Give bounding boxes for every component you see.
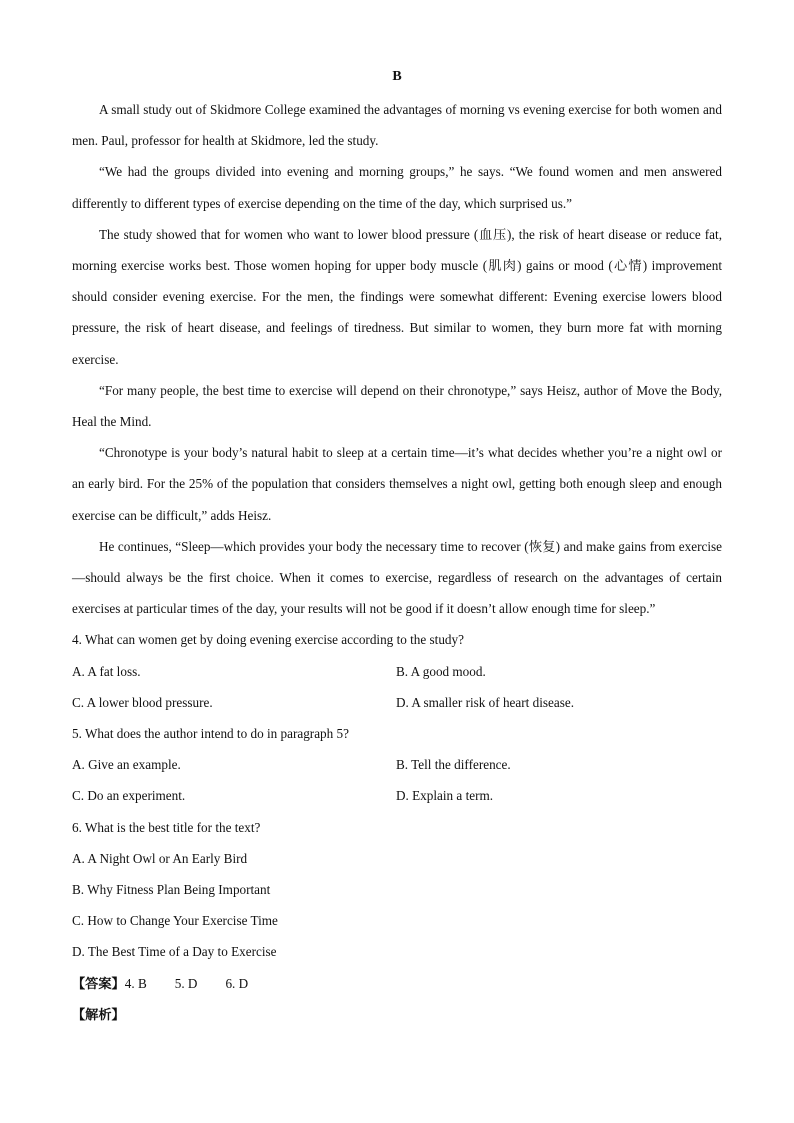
- question-5: [72, 718, 722, 812]
- paragraph-5: “Chronotype is your body’s natural habit to sleep at a certain time—it’s what decides whether you’re a night owl or an early bird. For the 25% of the population that considers themselves a night owl, getting both enough sleep and enough exercise can be difficult,” adds Heisz.: [72, 445, 722, 523]
- option-a: A. Give an example.: [72, 757, 181, 773]
- option-d: D. A smaller risk of heart disease.: [396, 694, 574, 710]
- option-c: C. How to Change Your Exercise Time: [72, 913, 278, 929]
- option-c: C. Do an experiment.: [72, 788, 186, 804]
- option-a: A. A Night Owl or An Early Bird: [72, 850, 248, 866]
- question-stem: 4. What can women get by doing evening exercise according to the study?: [72, 632, 464, 648]
- option-b: B. A good mood.: [396, 663, 486, 679]
- paragraph-3: The study showed that for women who want to lower blood pressure (血压), the risk of heart disease or reduce fat, morning exercise works best. Those women hoping for upper body muscle (肌肉) gains or mood (心情) improvement should consider evening exercise. For the men, the findings were somewhat different: Evening exercise lowers blood pressure, the risk of heart disease, and feelings of tiredness. But similar to women, they burn more fat with morning exercise.: [72, 226, 722, 367]
- option-d: D. Explain a term.: [396, 788, 494, 804]
- answer-line: [72, 968, 722, 999]
- paragraph-2: “We had the groups divided into evening and morning groups,” he says. “We found women and men answered differently to different types of exercise depending on the time of the day, which surprised us.”: [72, 164, 722, 211]
- paragraph-4: “For many people, the best time to exercise will depend on their chronotype,” says Heisz, author of Move the Body, Heal the Mind.: [72, 382, 722, 430]
- question-stem: 6. What is the best title for the text?: [72, 819, 261, 835]
- option-a: A. A fat loss.: [72, 663, 141, 679]
- option-c: C. A lower blood pressure.: [72, 694, 213, 710]
- option-b: B. Why Fitness Plan Being Important: [72, 881, 271, 897]
- option-d: D. The Best Time of a Day to Exercise: [72, 944, 277, 960]
- analysis-tag: 【解析】: [72, 1006, 125, 1022]
- paragraph-1: A small study out of Skidmore College examined the advantages of morning vs evening exercise for both women and men. Paul, professor for health at Skidmore, led the study.: [72, 102, 722, 149]
- paragraph-6: He continues, “Sleep—which provides your body the necessary time to recover (恢复) and make gains from exercise—should always be the first choice. When it comes to exercise, regardless of research on the advantages of certain exercises at particular times of the day, your results will not be good if it doesn’t allow enough time for sleep.”: [72, 538, 722, 617]
- question-stem: 5. What does the author intend to do in paragraph 5?: [72, 726, 349, 742]
- section-title: B: [392, 69, 402, 84]
- analysis-line: [72, 999, 722, 1030]
- question-6: [72, 812, 722, 968]
- answer-tag: 【答案】: [72, 975, 125, 991]
- answer-item: 4. B: [124, 975, 147, 991]
- answer-item: 6. D: [225, 975, 249, 991]
- question-4: [72, 624, 722, 718]
- answer-item: 5. D: [174, 975, 198, 991]
- option-b: B. Tell the difference.: [396, 757, 511, 773]
- exam-page: [72, 66, 722, 1030]
